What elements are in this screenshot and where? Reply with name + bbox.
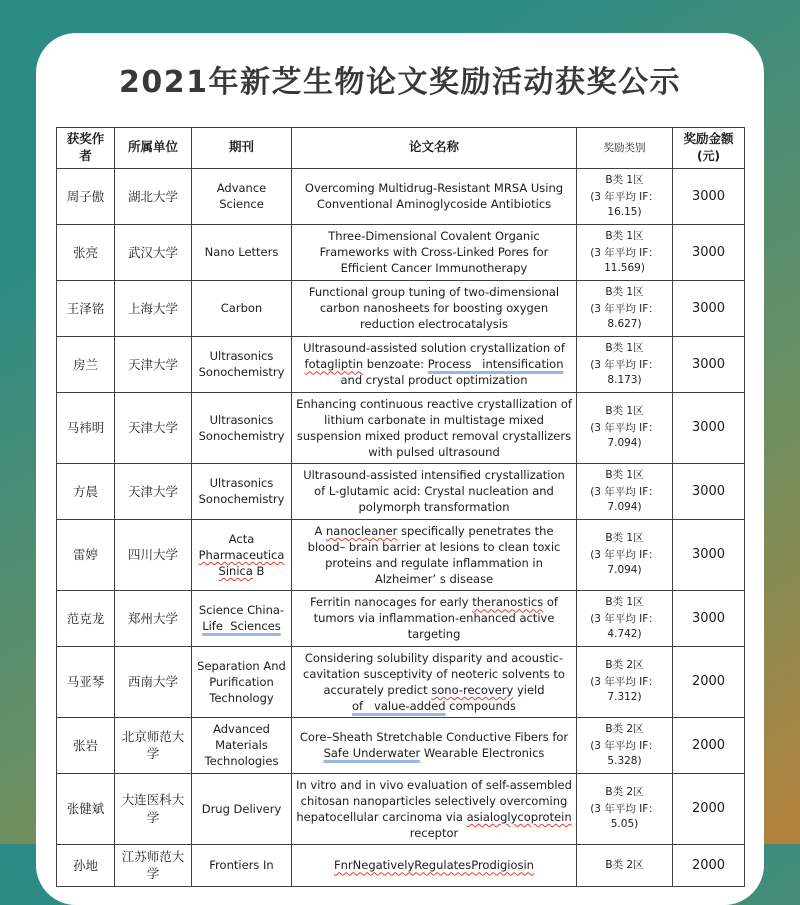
column-header-label: 奖励类别	[603, 141, 646, 154]
paper-title-cell	[292, 168, 577, 224]
text-segment: Overcoming Multidrug-Resistant MRSA Using Conventional Aminoglycoside Antibiotics	[304, 181, 564, 212]
organization-cell: 湖北大学	[115, 168, 192, 224]
grammar-flagged-text: Process intensification	[427, 357, 564, 372]
category-impact-factor-label: (3 年平均 IF：16.15)	[590, 190, 659, 218]
category-class-label: B类 2区	[605, 858, 644, 871]
journal-cell	[192, 646, 292, 717]
award-category-cell	[577, 646, 673, 717]
journal-cell	[192, 844, 292, 886]
column-header-label: 论文名称	[408, 139, 459, 155]
journal-cell	[192, 392, 292, 463]
text-segment: Frontiers In	[209, 858, 274, 873]
page-title: 2021年新芝生物论文奖励活动获奖公示	[119, 65, 681, 100]
journal-cell	[192, 280, 292, 336]
text-segment: Ultrasonics Sonochemistry	[198, 412, 285, 443]
author-cell: 雷婷	[57, 519, 115, 590]
text-segment: In vitro and in vivo evaluation of self-assembled chitosan nanoparticles selectively overcoming hepatocellular carcinoma via	[296, 777, 572, 824]
author-cell: 张亮	[57, 224, 115, 280]
award-category-cell	[577, 844, 673, 886]
paper-title-cell	[292, 392, 577, 463]
paper-title-cell	[292, 336, 577, 392]
award-amount-cell: 2000	[673, 773, 745, 844]
award-category-cell	[577, 773, 673, 844]
author-cell: 房兰	[57, 336, 115, 392]
text-segment: Drug Delivery	[201, 801, 282, 816]
award-category-cell	[577, 590, 673, 646]
text-segment: yield	[513, 682, 545, 697]
category-impact-factor-label: (3 年平均 IF：5.328)	[590, 739, 659, 767]
category-class-label: B类 2区	[605, 659, 644, 672]
author-cell: 方晨	[57, 463, 115, 519]
spellcheck-flagged-text: FnrNegativelyRegulatesProdigiosin	[334, 858, 534, 873]
column-header	[673, 128, 745, 169]
category-impact-factor-label: (3 年平均 IF：11.569)	[590, 246, 659, 274]
text-segment: Nano Letters	[204, 245, 279, 260]
paper-title-cell	[292, 224, 577, 280]
table-row	[57, 224, 745, 280]
award-table	[56, 127, 745, 887]
award-amount-cell: 3000	[673, 590, 745, 646]
author-cell: 马袆明	[57, 392, 115, 463]
category-impact-factor-label: (3 年平均 IF：7.312)	[590, 676, 659, 704]
spellcheck-flagged-text: Pharmaceutica	[198, 547, 285, 562]
organization-cell: 郑州大学	[115, 590, 192, 646]
category-impact-factor-label: (3 年平均 IF：4.742)	[590, 612, 659, 640]
text-segment: Ultrasonics Sonochemistry	[198, 476, 285, 507]
table-row	[57, 844, 745, 886]
column-header	[292, 128, 577, 169]
organization-cell: 上海大学	[115, 280, 192, 336]
table-header-row	[57, 128, 745, 169]
grammar-flagged-text: Safe Underwater	[323, 746, 421, 761]
category-class-label: B类 1区	[605, 341, 644, 354]
author-cell: 范克龙	[57, 590, 115, 646]
text-segment: Three-Dimensional Covalent Organic Frameworks with Cross-Linked Pores for Efficient Cancer Immunotherapy	[319, 229, 549, 276]
award-amount-cell: 2000	[673, 844, 745, 886]
column-header	[57, 128, 115, 169]
column-header-sub-label: (元)	[697, 149, 720, 164]
award-amount-cell: 3000	[673, 336, 745, 392]
category-class-label: B类 1区	[605, 285, 644, 298]
category-class-label: B类 1区	[605, 229, 644, 242]
text-segment: specifically penetrates the blood– brain barrier at lesions to clean toxic proteins and regulate inflammation in Alzheimer’ s disease	[307, 523, 561, 586]
grammar-flagged-text: Life Sciences	[202, 619, 281, 634]
category-impact-factor-label: (3 年平均 IF：8.173)	[590, 358, 659, 386]
award-amount-cell: 3000	[673, 463, 745, 519]
text-segment: Core–Sheath Stretchable Conductive Fibers for	[299, 730, 569, 745]
category-impact-factor-label: (3 年平均 IF：7.094)	[590, 549, 659, 577]
award-amount-cell: 3000	[673, 519, 745, 590]
author-cell: 孙地	[57, 844, 115, 886]
award-amount-cell: 2000	[673, 717, 745, 773]
author-cell: 张岩	[57, 717, 115, 773]
text-segment: Ferritin nanocages for early	[310, 595, 473, 610]
column-header	[577, 128, 673, 169]
category-class-label: B类 2区	[605, 722, 644, 735]
table-row	[57, 392, 745, 463]
category-class-label: B类 1区	[605, 532, 644, 545]
text-segment: Ultrasonics Sonochemistry	[198, 349, 285, 380]
journal-cell	[192, 519, 292, 590]
author-cell: 王泽铭	[57, 280, 115, 336]
column-header	[115, 128, 192, 169]
journal-cell	[192, 463, 292, 519]
paper-title-cell	[292, 463, 577, 519]
organization-cell: 北京师范大学	[115, 717, 192, 773]
table-row	[57, 280, 745, 336]
spellcheck-flagged-text: theranostics	[472, 595, 544, 610]
column-header-label: 获奖作者	[66, 131, 105, 163]
category-class-label: B类 2区	[605, 786, 644, 799]
text-segment: Enhancing continuous reactive crystallization of lithium carbonate in multistage mixed suspension mixed product removal crystallizers with pulsed ultrasound	[296, 396, 572, 459]
text-segment: Functional group tuning of two-dimensional carbon nanosheets for boosting oxygen reduction electrocatalysis	[308, 285, 560, 332]
award-amount-cell: 2000	[673, 646, 745, 717]
text-segment: Considering solubility disparity and acoustic-cavitation susceptivity of neoteric solvents to accurately predict	[303, 650, 565, 697]
journal-cell	[192, 168, 292, 224]
grammar-flagged-text: of value-added	[351, 698, 446, 713]
author-cell: 马亚琴	[57, 646, 115, 717]
journal-cell	[192, 773, 292, 844]
table-row	[57, 463, 745, 519]
paper-title-cell	[292, 519, 577, 590]
award-category-cell	[577, 519, 673, 590]
category-impact-factor-label: (3 年平均 IF： 5.05)	[590, 803, 659, 831]
category-class-label: B类 1区	[605, 468, 644, 481]
paper-title-cell	[292, 717, 577, 773]
organization-cell: 大连医科大学	[115, 773, 192, 844]
spellcheck-flagged-text: sono-recovery	[431, 682, 514, 697]
text-segment: Separation And Purification Technology	[197, 658, 286, 705]
organization-cell: 天津大学	[115, 392, 192, 463]
spellcheck-flagged-text: fotagliptin	[304, 357, 364, 372]
table-row	[57, 519, 745, 590]
text-segment: Advanced Materials Technologies	[204, 722, 279, 769]
column-header	[192, 128, 292, 169]
text-segment: Advance Science	[216, 181, 267, 212]
table-body	[57, 168, 745, 886]
award-amount-cell: 3000	[673, 224, 745, 280]
category-impact-factor-label: (3 年平均 IF：7.094)	[590, 422, 659, 450]
column-header-label: 期刊	[228, 139, 254, 155]
column-header-label: 所属单位	[127, 139, 178, 155]
text-segment: and crystal product optimization	[340, 373, 528, 388]
text-segment: receptor	[409, 825, 459, 840]
table-row	[57, 336, 745, 392]
journal-cell	[192, 224, 292, 280]
text-segment: A	[314, 523, 326, 538]
category-class-label: B类 1区	[605, 405, 644, 418]
journal-cell	[192, 336, 292, 392]
paper-title-cell	[292, 844, 577, 886]
table-row	[57, 590, 745, 646]
table-row	[57, 168, 745, 224]
organization-cell: 天津大学	[115, 463, 192, 519]
award-category-cell	[577, 280, 673, 336]
award-category-cell	[577, 224, 673, 280]
text-segment: Wearable Electronics	[420, 746, 545, 761]
spellcheck-flagged-text: asialoglycoprotein	[466, 809, 572, 824]
text-segment: of tumors via inflammation-enhanced active targeting	[313, 595, 558, 642]
award-amount-cell: 3000	[673, 280, 745, 336]
table-header	[57, 128, 745, 169]
journal-cell	[192, 590, 292, 646]
category-impact-factor-label: (3 年平均 IF：8.627)	[590, 302, 659, 330]
award-category-cell	[577, 392, 673, 463]
award-category-cell	[577, 463, 673, 519]
organization-cell: 西南大学	[115, 646, 192, 717]
paper-title-cell	[292, 280, 577, 336]
organization-cell: 武汉大学	[115, 224, 192, 280]
award-category-cell	[577, 168, 673, 224]
author-cell: 周子傲	[57, 168, 115, 224]
organization-cell: 天津大学	[115, 336, 192, 392]
announcement-card	[36, 33, 764, 905]
paper-title-cell	[292, 590, 577, 646]
organization-cell: 四川大学	[115, 519, 192, 590]
category-class-label: B类 1区	[605, 595, 644, 608]
spellcheck-flagged-text: nanocleaner	[325, 523, 398, 538]
table-row	[57, 773, 745, 844]
text-segment: compounds	[445, 698, 517, 713]
text-segment: B	[252, 563, 265, 578]
paper-title-cell	[292, 773, 577, 844]
text-segment: Ultrasound-assisted intensified crystallization of L-glutamic acid: Crystal nucleation and polymorph transformation	[303, 468, 565, 515]
table-row	[57, 646, 745, 717]
organization-cell: 江苏师范大学	[115, 844, 192, 886]
text-segment: benzoate:	[363, 357, 428, 372]
text-segment: Acta	[228, 531, 255, 546]
column-header-label: 奖励金额	[683, 131, 734, 147]
table-row	[57, 717, 745, 773]
category-impact-factor-label: (3 年平均 IF：7.094)	[590, 485, 659, 513]
award-category-cell	[577, 717, 673, 773]
award-amount-cell: 3000	[673, 392, 745, 463]
text-segment: Science China-	[198, 603, 285, 618]
award-amount-cell: 3000	[673, 168, 745, 224]
journal-cell	[192, 717, 292, 773]
author-cell: 张健斌	[57, 773, 115, 844]
award-category-cell	[577, 336, 673, 392]
text-segment: Ultrasound-assisted solution crystallization of	[303, 341, 565, 356]
text-segment: Carbon	[220, 301, 263, 316]
spellcheck-flagged-text: Sinica	[218, 563, 253, 578]
category-class-label: B类 1区	[605, 173, 644, 186]
paper-title-cell	[292, 646, 577, 717]
